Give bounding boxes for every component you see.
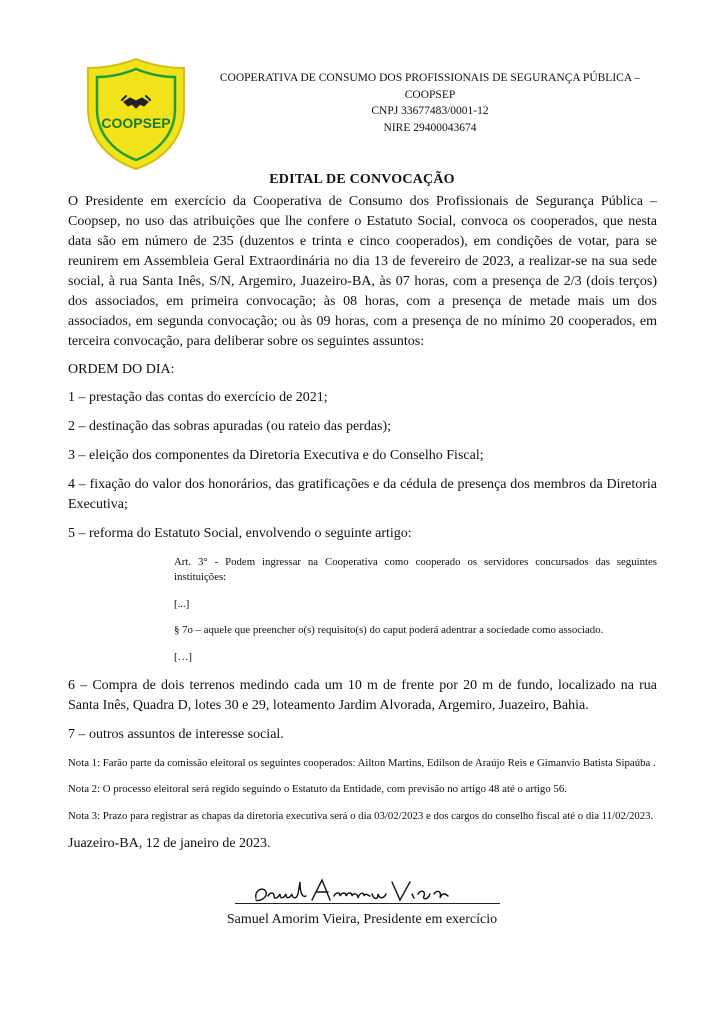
agenda-title: ORDEM DO DIA: xyxy=(68,362,175,377)
organization-header xyxy=(198,70,662,136)
org-nire: NIRE 29400043674 xyxy=(383,121,477,134)
note-1: Nota 1: Farão parte da comissão eleitoral os seguintes cooperados: Ailton Martins, Edilson de Araújo Reis e Gimanvio Batista Sipaúba . xyxy=(68,757,656,770)
agenda-item-7: 7 – outros assuntos de interesse social. xyxy=(68,727,284,743)
signatory-name-title: Samuel Amorim Vieira, Presidente em exercício xyxy=(226,912,498,927)
signature-line xyxy=(235,903,500,904)
document-title: EDITAL DE CONVOCAÇÃO xyxy=(269,172,455,187)
quote-ellipsis-1: [...] xyxy=(174,597,190,610)
quote-article: Art. 3° - Podem ingressar na Cooperativa como cooperado os servidores concursados das seguintes instituições: xyxy=(174,555,657,584)
agenda-item-4: 4 – fixação do valor dos honorários, das gratificações e da cédula de presença dos membros da Diretoria Executiva; xyxy=(68,477,657,512)
document-body xyxy=(68,192,657,854)
org-name-line2: COOPSEP xyxy=(404,88,456,101)
quote-paragraph: § 7o – aquele que preencher o(s) requisito(s) do caput poderá adentrar a sociedade como associado. xyxy=(174,624,604,637)
agenda-item-5: 5 – reforma do Estatuto Social, envolvendo o seguinte artigo: xyxy=(68,526,412,541)
quote-ellipsis-2: […] xyxy=(174,650,192,663)
org-name-line1: COOPERATIVA DE CONSUMO DOS PROFISSIONAIS DE SEGURANÇA PÚBLICA – xyxy=(219,72,641,84)
statute-quote xyxy=(68,555,657,666)
place-date: Juazeiro-BA, 12 de janeiro de 2023. xyxy=(68,836,271,852)
agenda-item-6: 6 – Compra de dois terrenos medindo cada um 10 m de frente por 20 m de fundo, localizado na rua Santa Inês, Quadra D, lotes 30 e 29, loteamento Jardim Alvorada, Argemiro, Juazeiro, Bahia. xyxy=(68,678,657,714)
logo-wordmark: COOPSEP xyxy=(101,115,171,131)
note-2: Nota 2: O processo eleitoral será regido seguindo o Estatuto da Entidade, com previsão no artigo 48 até o artigo 56. xyxy=(68,783,567,796)
coopsep-logo xyxy=(84,56,188,172)
agenda-item-3: 3 – eleição dos componentes da Diretoria Executiva e do Conselho Fiscal; xyxy=(68,448,484,463)
note-3: Nota 3: Prazo para registrar as chapas da diretoria executiva será o dia 03/02/2023 e dos cargos do conselho fiscal até o dia 11/02/2023. xyxy=(68,809,654,822)
intro-paragraph: O Presidente em exercício da Cooperativa de Consumo dos Profissionais de Segurança Pública – Coopsep, no uso das atribuições que lhe confere o Estatuto Social, convoca os cooperados, que nesta data são em número de 235 (duzentos e trinta e cinco cooperados), em condições de votar, para se reunirem em Assembleia Geral Extraordinária no dia 13 de fevereiro de 2023, a realizar-se na sua sede social, à rua Santa Inês, S/N, Argemiro, Juazeiro-BA, às 07 horas, com a presença de 2/3 (dois terços) dos associados, em primeira convocação; às 08 horas, com a presença de metade mais um dos associados, em segunda convocação; ou às 09 horas, com a presença de no mínimo 20 cooperados, em terceira convocação, para deliberar sobre os seguintes assuntos: xyxy=(68,194,657,349)
org-cnpj: CNPJ 33677483/0001-12 xyxy=(371,105,489,117)
agenda-item-1: 1 – prestação das contas do exercício de 2021; xyxy=(68,390,328,405)
agenda-item-2: 2 – destinação das sobras apuradas (ou rateio das perdas); xyxy=(68,419,392,434)
